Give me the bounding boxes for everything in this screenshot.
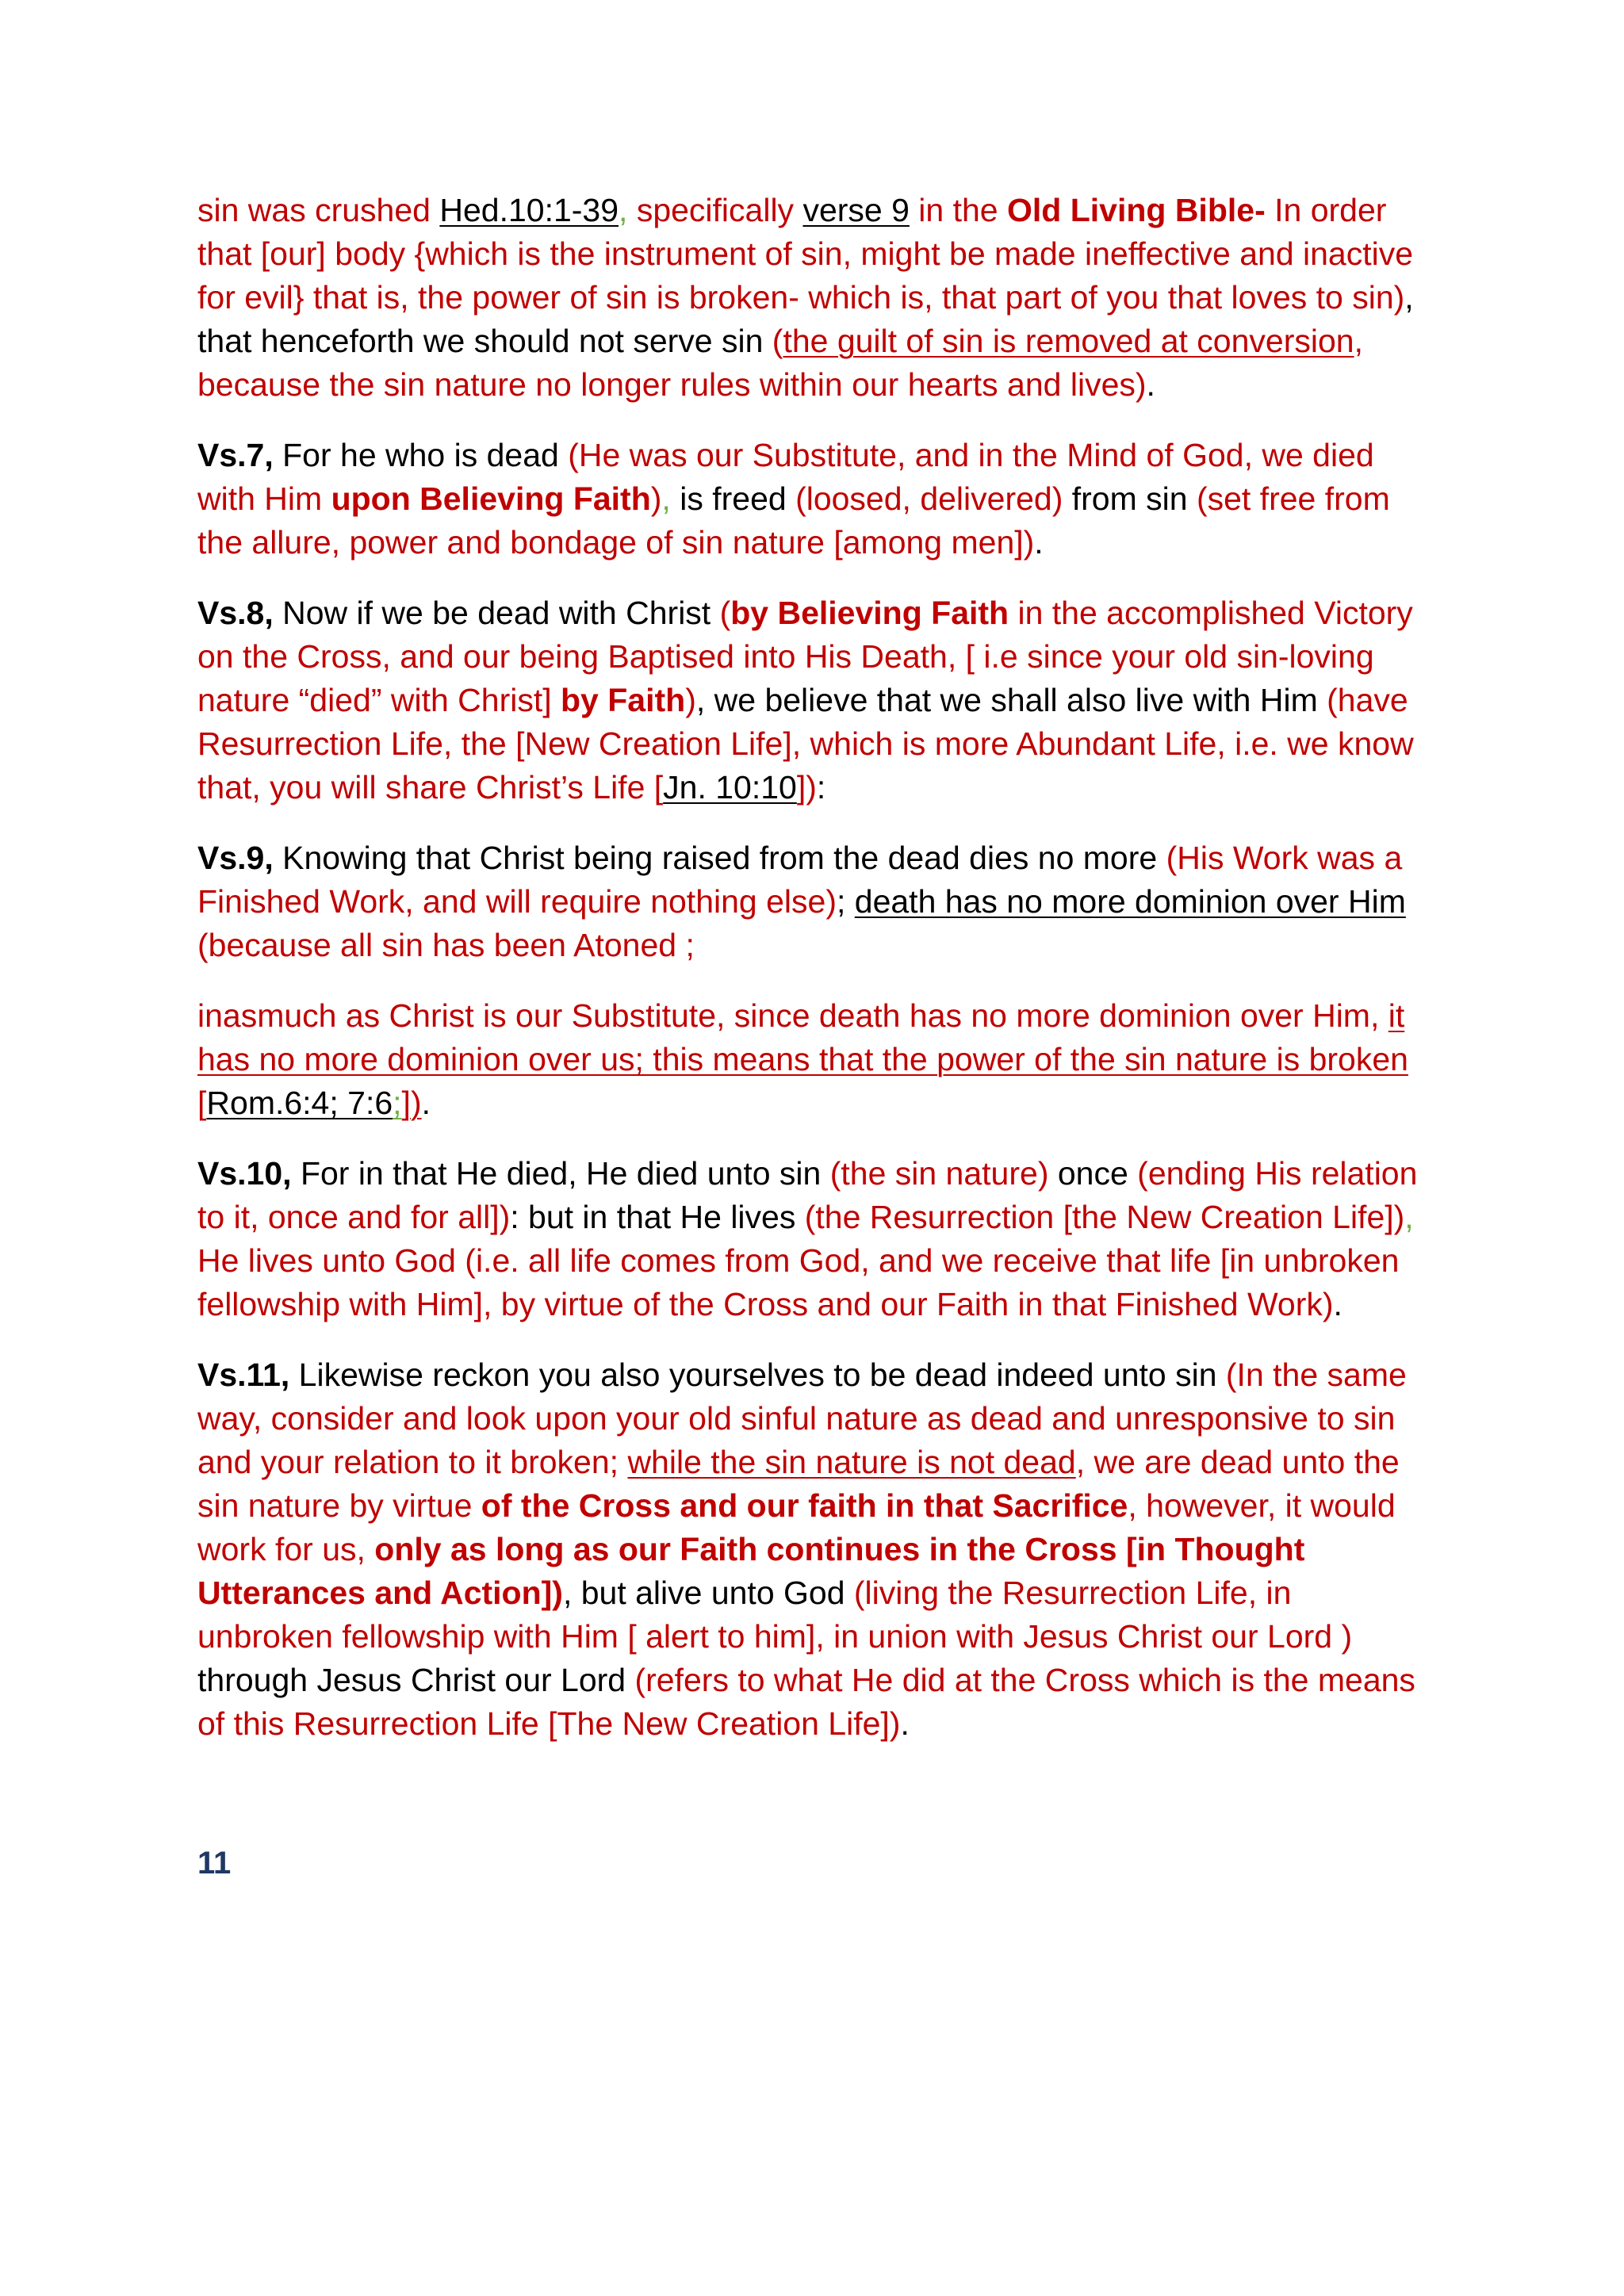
- text-run: Vs.9,: [197, 840, 274, 876]
- text-run: Rom.6:4; 7:6: [206, 1085, 393, 1121]
- text-run: (His Work was a Finished Work, and will require nothing else): [197, 840, 1403, 920]
- text-run: through Jesus Christ our Lord: [197, 1662, 635, 1698]
- text-run: Hed.10:1-39: [439, 192, 619, 228]
- text-run: specifically: [627, 192, 803, 228]
- text-run: ]): [796, 769, 817, 806]
- text-run: ,: [619, 192, 628, 228]
- text-run: (loosed, delivered): [795, 480, 1063, 517]
- text-run: :: [816, 769, 826, 806]
- text-run: sin was crushed: [197, 192, 440, 228]
- text-run: Vs.8,: [197, 595, 274, 631]
- text-run: , we believe that we shall also live with Him: [695, 682, 1327, 718]
- text-run: once: [1048, 1155, 1138, 1192]
- paragraph-verse-9: [197, 836, 1434, 967]
- text-run: (ending His relation to it, once and for all]): [197, 1155, 1418, 1235]
- text-run: , we are dead unto the sin nature by virtue: [197, 1444, 1400, 1524]
- text-run: , that henceforth we should not serve sin: [197, 279, 1414, 359]
- paragraph-verse-8: [197, 591, 1434, 809]
- text-run: (: [719, 595, 731, 631]
- paragraph-intro: [197, 189, 1434, 407]
- text-run: ;: [393, 1085, 402, 1121]
- text-run: is freed: [670, 480, 796, 517]
- paragraph-verse-10: [197, 1152, 1434, 1326]
- text-run: Vs.7,: [197, 437, 274, 473]
- paragraph-verse-9-continued: [197, 994, 1434, 1125]
- text-run: .: [900, 1705, 910, 1742]
- text-run: (have Resurrection Life, the [New Creation Life], which is more Abundant Life, i.e. we know that, you will share Christ’s Life [: [197, 682, 1414, 806]
- text-run: Now if we be dead with Christ: [273, 595, 720, 631]
- text-run: ]): [401, 1085, 422, 1121]
- text-run: (living the Resurrection Life, in unbroken fellowship with Him [ alert to him], in union with Jesus Christ our Lord ): [197, 1575, 1353, 1655]
- text-run: He lives unto God (i.e. all life comes from God, and we receive that life [in unbroken fellowship with Him], by virtue of the Cross and our Faith in that Finished Work): [197, 1242, 1400, 1322]
- text-run: it has no more dominion over us; this means that the power of the sin nature is broken: [197, 997, 1408, 1077]
- text-run: by Faith: [561, 682, 686, 718]
- document-body: [197, 189, 1434, 1773]
- text-run: of the Cross and our faith in that Sacrifice: [481, 1487, 1128, 1524]
- text-run: (the sin nature): [829, 1155, 1049, 1192]
- text-run: Old Living Bible-: [1007, 192, 1266, 228]
- text-run: in the: [909, 192, 1007, 228]
- text-run: only as long as our Faith continues in the Cross [in Thought Utterances and Action]): [197, 1531, 1305, 1611]
- text-run: (the Resurrection [the New Creation Life]): [804, 1199, 1405, 1235]
- text-run: ,: [661, 480, 671, 517]
- text-run: ;: [836, 883, 855, 920]
- text-run: For in that He died, He died unto sin: [291, 1155, 830, 1192]
- text-run: upon Believing Faith: [331, 480, 651, 517]
- text-run: by Believing Faith: [730, 595, 1009, 631]
- text-run: [: [197, 1085, 207, 1121]
- text-run: (: [772, 323, 783, 359]
- paragraph-verse-11: [197, 1353, 1434, 1746]
- text-run: .: [1333, 1286, 1342, 1322]
- text-run: inasmuch as Christ is our Substitute, since death has no more dominion over Him,: [197, 997, 1388, 1034]
- text-run: in the accomplished Victory on the Cross, and our being Baptised into His Death, [ i.e since your old sin-loving nature “died” with Christ]: [197, 595, 1413, 718]
- text-run: the guilt of sin is removed at conversion: [783, 323, 1354, 359]
- text-run: , but alive unto God: [562, 1575, 854, 1611]
- text-run: In order that [our] body {which is the instrument of sin, might be made ineffective and inactive for evil} that is, the power of sin is broken- which is, that part of you that loves to sin): [197, 192, 1414, 316]
- text-run: , however, it would work for us,: [197, 1487, 1396, 1567]
- text-run: Vs.10,: [197, 1155, 292, 1192]
- text-run: Vs.11,: [197, 1357, 290, 1393]
- text-run: Jn. 10:10: [663, 769, 797, 806]
- text-run: .: [421, 1085, 431, 1121]
- text-run: , because the sin nature no longer rules within our hearts and lives): [197, 323, 1363, 403]
- page-number: 11: [197, 1846, 232, 1881]
- text-run: : but in that He lives: [510, 1199, 805, 1235]
- text-run: ): [685, 682, 696, 718]
- text-run: (set free from the allure, power and bondage of sin nature [among men]): [197, 480, 1390, 561]
- text-run: .: [1146, 366, 1155, 403]
- text-run: Knowing that Christ being raised from the dead dies no more: [273, 840, 1166, 876]
- text-run: while the sin nature is not dead: [627, 1444, 1076, 1480]
- text-run: verse 9: [802, 192, 910, 228]
- text-run: ,: [1404, 1199, 1414, 1235]
- text-run: (In the same way, consider and look upon your old sinful nature as dead and unresponsive to sin and your relation to it broken;: [197, 1357, 1407, 1480]
- paragraph-verse-7: [197, 434, 1434, 564]
- text-run: .: [1034, 524, 1044, 561]
- text-run: death has no more dominion over Him: [854, 883, 1406, 920]
- text-run: For he who is dead: [273, 437, 569, 473]
- text-run: (refers to what He did at the Cross which is the means of this Resurrection Life [The New Creation Life]): [197, 1662, 1415, 1742]
- text-run: (because all sin has been Atoned ;: [197, 927, 695, 963]
- text-run: Likewise reckon you also yourselves to be dead indeed unto sin: [289, 1357, 1226, 1393]
- text-run: ): [650, 480, 662, 517]
- text-run: from sin: [1063, 480, 1197, 517]
- text-run: (He was our Substitute, and in the Mind of God, we died with Him: [197, 437, 1374, 517]
